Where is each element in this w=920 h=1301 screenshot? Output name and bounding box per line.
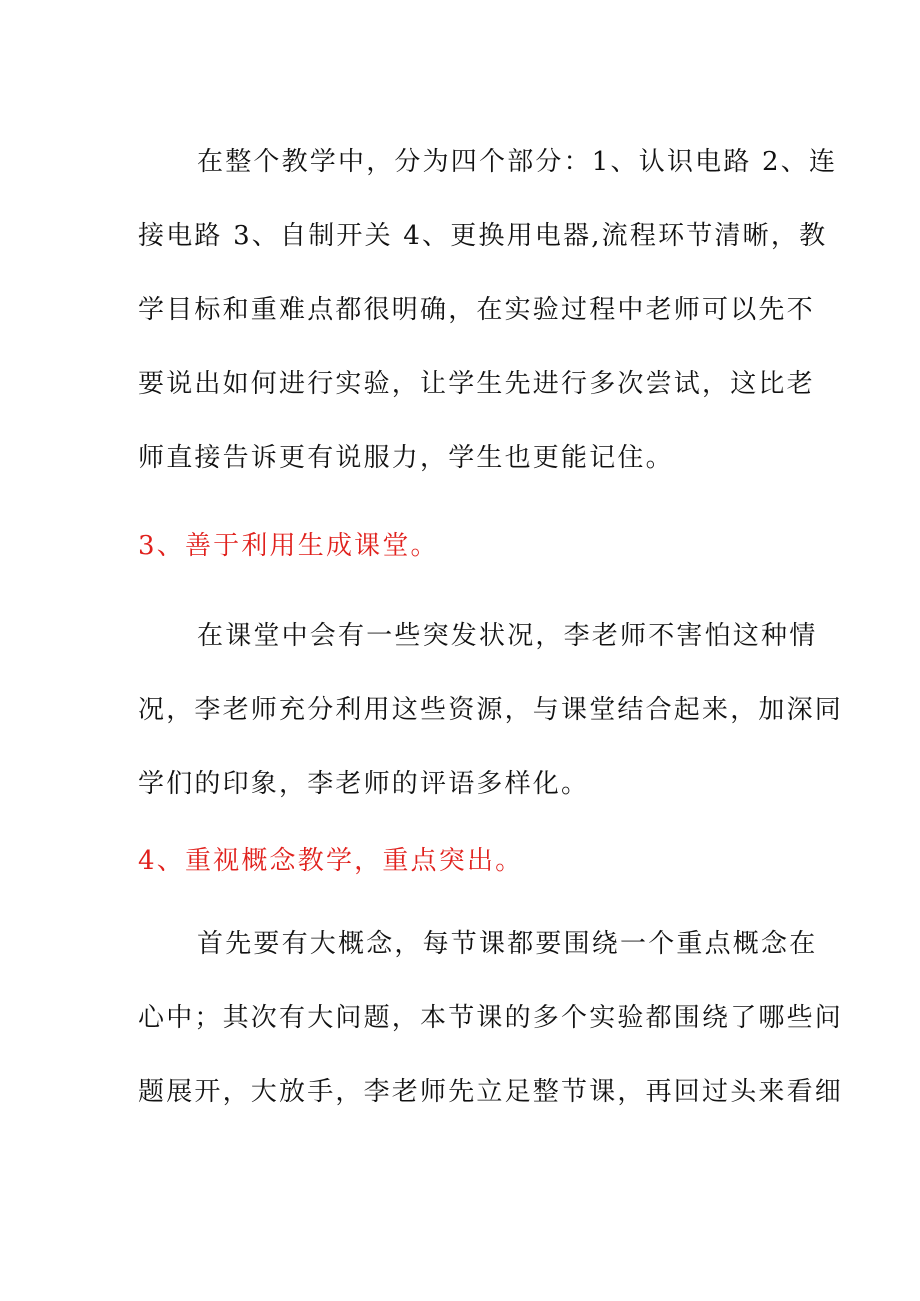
paragraph-line: 心中；其次有大问题，本节课的多个实验都围绕了哪些问 xyxy=(138,1003,844,1033)
paragraph-line: 学们的印象，李老师的评语多样化。 xyxy=(138,769,590,799)
paragraph-line: 在课堂中会有一些突发状况，李老师不害怕这种情 xyxy=(197,621,818,651)
paragraph-line: 题展开，大放手，李老师先立足整节课，再回过头来看细 xyxy=(138,1077,844,1107)
paragraph-line: 师直接告诉更有说服力，学生也更能记住。 xyxy=(138,443,674,473)
paragraph-line: 首先要有大概念，每节课都要围绕一个重点概念在 xyxy=(197,929,818,959)
paragraph-line: 接电路 3、自制开关 4、更换用电器,流程环节清晰，教 xyxy=(138,221,828,251)
paragraph-line: 要说出如何进行实验，让学生先进行多次尝试，这比老 xyxy=(138,369,815,399)
section-heading-3: 3、善于利用生成课堂。 xyxy=(138,531,439,561)
paragraph-line: 学目标和重难点都很明确，在实验过程中老师可以先不 xyxy=(138,295,815,325)
section-heading-4: 4、重视概念教学，重点突出。 xyxy=(138,846,524,876)
paragraph-line: 在整个教学中，分为四个部分：1、认识电路 2、连 xyxy=(197,147,838,177)
paragraph-line: 况，李老师充分利用这些资源，与课堂结合起来，加深同 xyxy=(138,695,844,725)
